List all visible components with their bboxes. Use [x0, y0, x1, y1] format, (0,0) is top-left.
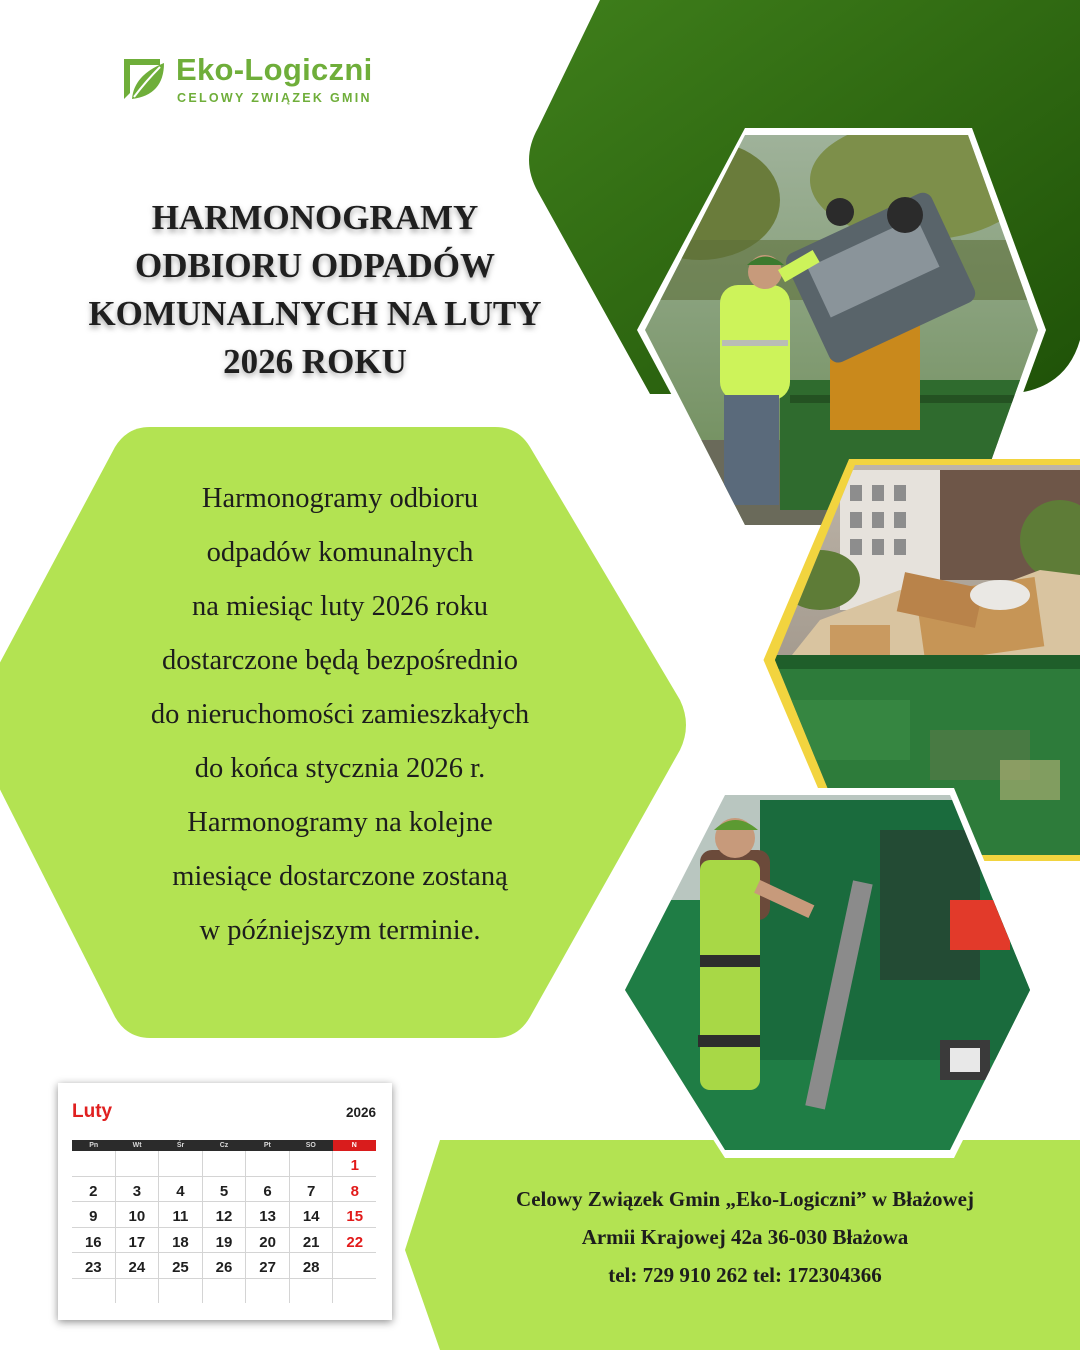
calendar-week: [72, 1151, 376, 1177]
calendar-day: 7: [290, 1177, 334, 1202]
organization-name: Celowy Związek Gmin „Eko-Logiczni” w Błażowej: [516, 1187, 974, 1211]
text-line: Harmonogramy odbioru: [201, 483, 479, 514]
calendar-day: 28: [290, 1253, 334, 1278]
title-line: 2026 ROKU: [223, 342, 407, 381]
weekday-label: SO: [305, 1142, 316, 1149]
calendar-day: [72, 1279, 116, 1304]
weekday-label: Pt: [263, 1142, 271, 1149]
calendar-day: [203, 1279, 247, 1304]
calendar-day: [72, 1151, 116, 1176]
calendar-day: 19: [203, 1228, 247, 1253]
title-line: HARMONOGRAMY: [151, 198, 479, 237]
calendar-week: [72, 1253, 376, 1279]
calendar-day: 4: [159, 1177, 203, 1202]
calendar-day: 24: [116, 1253, 160, 1278]
text-line: Harmonogramy na kolejne: [187, 807, 493, 838]
calendar-day-sunday: 8: [350, 1182, 359, 1200]
calendar-grid: [72, 1140, 376, 1303]
weekday-label: Śr: [176, 1142, 185, 1149]
logo-subtitle: CELOWY ZWIĄZEK GMIN: [177, 91, 372, 105]
calendar-week: [72, 1228, 376, 1254]
calendar-day: [246, 1151, 290, 1176]
logo-name: Eko-Logiczni: [176, 52, 373, 87]
calendar-day: [159, 1279, 203, 1304]
contact-info: [410, 1180, 1080, 1294]
weekday-label: Cz: [219, 1142, 229, 1149]
calendar-day: 20: [246, 1228, 290, 1253]
calendar-day: 2: [72, 1177, 116, 1202]
calendar-day: 9: [72, 1202, 116, 1227]
weekday-label: Pn: [89, 1142, 99, 1149]
calendar-week: [72, 1279, 376, 1304]
page-title: [40, 194, 590, 386]
calendar-day: [159, 1151, 203, 1176]
calendar-day-sunday: 15: [346, 1208, 364, 1225]
title-line: ODBIORU ODPADÓW: [134, 246, 496, 285]
logo: [120, 52, 420, 112]
text-line: miesiące dostarczone zostaną: [172, 861, 508, 892]
calendar: [58, 1083, 392, 1320]
calendar-day: 10: [116, 1202, 160, 1227]
calendar-week: [72, 1202, 376, 1228]
weekday-label: Wt: [132, 1142, 142, 1149]
calendar-day: [290, 1279, 334, 1304]
calendar-month: Luty: [72, 1101, 113, 1122]
phone-numbers: tel: 729 910 262 tel: 172304366: [608, 1263, 882, 1287]
calendar-day: 26: [203, 1253, 247, 1278]
calendar-day: 21: [290, 1228, 334, 1253]
calendar-day: [246, 1279, 290, 1304]
calendar-day-sunday: [333, 1253, 376, 1278]
calendar-day: 16: [72, 1228, 116, 1253]
text-line: na miesiąc luty 2026 roku: [191, 591, 489, 622]
calendar-year: 2026: [345, 1105, 376, 1120]
leaf-logo-icon: [120, 55, 168, 103]
calendar-day: [116, 1279, 160, 1304]
calendar-day-sunday: [333, 1279, 376, 1304]
address: Armii Krajowej 42a 36-030 Błażowa: [581, 1225, 909, 1249]
title-line: KOMUNALNYCH NA LUTY: [88, 294, 542, 333]
weekday-header: [72, 1140, 376, 1151]
calendar-week: [72, 1177, 376, 1203]
calendar-day: 25: [159, 1253, 203, 1278]
calendar-day-sunday: 1: [350, 1157, 359, 1174]
calendar-day: [116, 1151, 160, 1176]
calendar-day: 5: [203, 1177, 247, 1202]
calendar-day: 13: [246, 1202, 290, 1227]
weekday-label-sunday: N: [333, 1140, 376, 1151]
text-line: do nieruchomości zamieszkałych: [150, 699, 530, 730]
announcement-text: [60, 472, 620, 958]
calendar-day: 18: [159, 1228, 203, 1253]
text-line: do końca stycznia 2026 r.: [194, 753, 486, 784]
text-line: dostarczone będą bezpośrednio: [161, 645, 519, 676]
calendar-day: 11: [159, 1202, 203, 1227]
text-line: w późniejszym terminie.: [199, 915, 481, 946]
calendar-day: 6: [246, 1177, 290, 1202]
calendar-day: 3: [116, 1177, 160, 1202]
calendar-day: [203, 1151, 247, 1176]
calendar-day: [290, 1151, 334, 1176]
text-line: odpadów komunalnych: [206, 537, 474, 568]
calendar-day: 23: [72, 1253, 116, 1278]
calendar-day: 27: [246, 1253, 290, 1278]
calendar-day: 14: [290, 1202, 334, 1227]
calendar-day: 17: [116, 1228, 160, 1253]
calendar-day: 12: [203, 1202, 247, 1227]
calendar-day-sunday: 22: [346, 1233, 364, 1251]
